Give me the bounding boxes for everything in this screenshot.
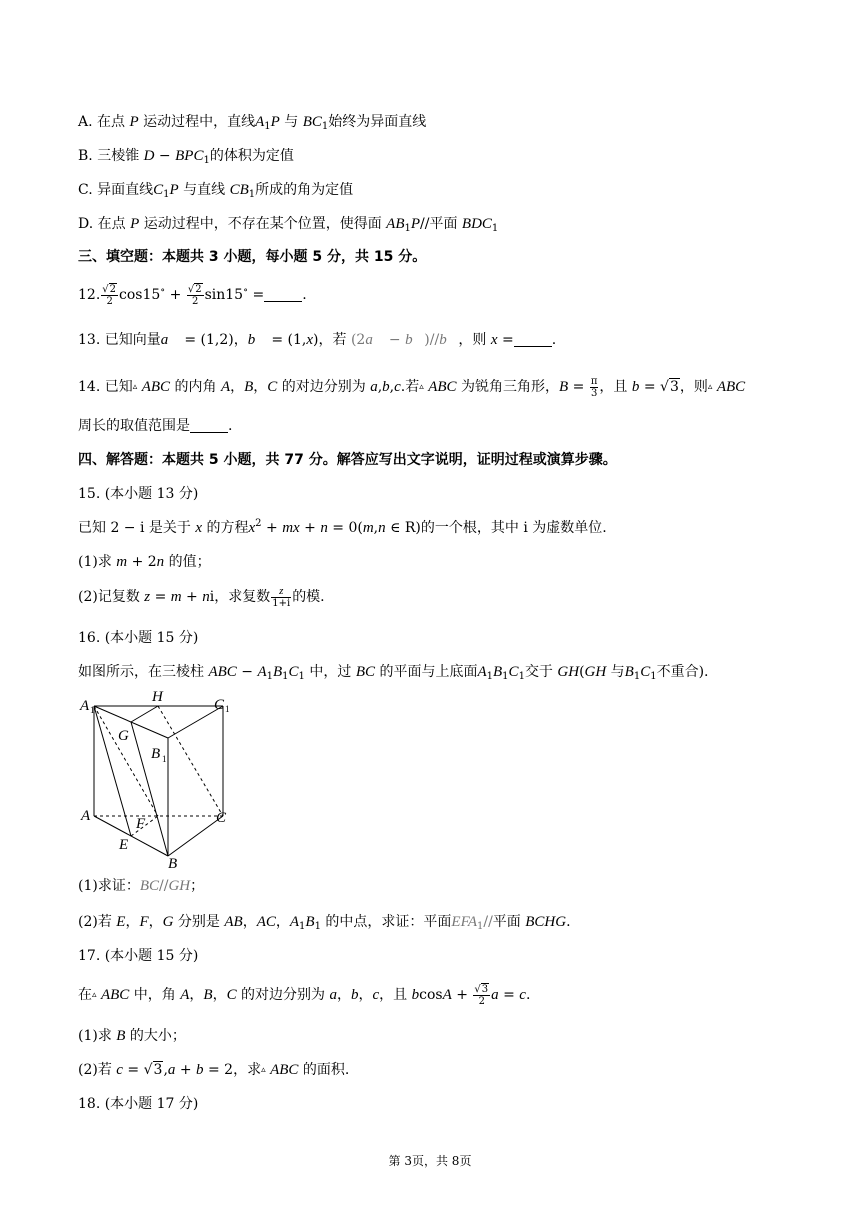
label-b1-sub: 1 [162, 754, 167, 764]
label-b1: B [151, 746, 161, 762]
question-17-stem: 在▵ ABC 中，角 A，B，C 的对边分别为 a，b，c，且 bcosA + $\frac{√3}{2}$ a = c. [78, 983, 531, 1007]
option-a-text: A. 在点 [78, 114, 130, 130]
option-a-text: 与 [279, 114, 303, 130]
question-14-line-1: 14. 已知▵ ABC 的内角 A，B，C 的对边分别为 a,b,c.若▵ ABC 为锐角三角形，B = $\frac{\pi}{3}$ ，且 b = √3，则▵ ABC [78, 375, 746, 399]
q15-text: 已知 2 − i 是关于 [78, 520, 196, 536]
q14-text: ，且 [599, 379, 632, 395]
edge-a1f [94, 706, 161, 816]
label-c1-sub: 1 [225, 704, 230, 714]
q17-text: 在 [78, 987, 92, 1003]
q17-text: (1)求 [78, 1028, 117, 1044]
edge-bc [168, 816, 223, 856]
question-17-part-2: (2)若 c = √3,a + b = 2，求▵ ABC 的面积. [78, 1062, 350, 1078]
q12-sin: sin15 [204, 287, 244, 303]
answer-blank [190, 418, 228, 433]
q13-vector-expression: (2a⃗ − b⃗)//b⃗ [350, 332, 459, 348]
question-14-line-2 [78, 416, 232, 436]
question-15-part-1: (1)求 m + 2n 的值； [78, 554, 211, 570]
option-a: A. 在点 P 运动过程中，直线$A_1P$ 与 $BC_1$始终为异面直线 [78, 114, 427, 132]
label-c1: C [214, 697, 225, 713]
q16-text: 的中点，求证：平面 [320, 914, 452, 930]
label-a1-sub: 1 [90, 705, 95, 715]
prism-figure [78, 688, 238, 868]
section-4-heading: 四、解答题：本题共 5 小题，共 77 分。解答应写出文字说明，证明过程或演算步骤。 [78, 452, 617, 468]
option-d-text: D. 在点 [78, 216, 131, 232]
q13-text: = [497, 332, 514, 348]
option-b-text: B. 三棱锥 [78, 148, 144, 164]
option-d: D. 在点 P 运动过程中，不存在某个位置，使得面 $AB_1P//$平面 $BDC_1$ [78, 216, 499, 234]
question-15-part-2: (2)记复数 z = m + ni，求复数 $\frac{z}{1+i}$ 的模. [78, 584, 325, 609]
question-16-heading: 16. (本小题 15 分) [78, 630, 199, 646]
q14-text: ，则 [679, 379, 708, 395]
option-c-text: C. 异面直线 [78, 182, 154, 198]
question-16-part-2: (2)若 E，F，G 分别是 AB，AC，$A_1B_1$ 的中点，求证：平面$EFA_1//$平面 BCHG. [78, 914, 571, 932]
answer-blank [264, 287, 302, 302]
label-f: F [136, 816, 146, 832]
label-b: B [168, 856, 178, 868]
q14-end: . [228, 418, 233, 434]
q16-text: (1)求证： [78, 878, 140, 894]
label-h: H [152, 689, 163, 705]
q13-text: = (1,2)， [179, 332, 248, 348]
q12-end: . [302, 287, 307, 303]
q12-plus: + [165, 287, 186, 303]
q14-text: 14. 已知 [78, 379, 133, 395]
q15-text: 的模. [292, 589, 325, 605]
q16-text: (2)若 [78, 914, 117, 930]
q12-cos: cos15 [119, 287, 161, 303]
q16-text: 平面 [492, 914, 526, 930]
prism-solid-edges [94, 706, 223, 856]
label-a: A [81, 808, 91, 824]
q16-text: 的平面与上底面 [375, 664, 478, 680]
question-18-heading: 18. (本小题 17 分) [78, 1096, 199, 1112]
option-b: B. 三棱锥 $D - BPC_1$的体积为定值 [78, 148, 294, 166]
q16-text: 交于 [524, 664, 558, 680]
page-footer: 第 3页，共 8页 [388, 1154, 472, 1168]
q14-text: 若 [405, 379, 420, 395]
q13-end: . [551, 332, 557, 348]
q17-text: (2)若 [78, 1062, 117, 1078]
q16-text: 不重合). [656, 664, 709, 680]
q17-text: 的对边分别为 [236, 987, 330, 1003]
q12-eq: = [248, 287, 265, 303]
q15-text: 的方程 [202, 520, 249, 536]
q16-parallel-expression: BC//GH [139, 878, 191, 894]
option-c-text: 所成的角为定值 [255, 182, 354, 198]
q13-text: )，若 [313, 332, 351, 348]
answer-blank [514, 332, 552, 347]
q14-text: 为锐角三角形， [456, 379, 560, 395]
q15-text: (1)求 [78, 554, 117, 570]
q16-text: 与 [606, 664, 625, 680]
option-b-text: 的体积为定值 [209, 148, 294, 164]
q17-text: 中，角 [129, 987, 181, 1003]
option-c-text: 与直线 [178, 182, 230, 198]
q16-plane-expression: $EFA_1//$ [451, 914, 493, 932]
label-g: G [118, 728, 129, 744]
q14-text: 周长的取值范围是 [78, 418, 190, 434]
question-12: 12. $\frac{√2}{2}$ cos15∘ + $\frac{√2}{2}$ sin15∘ = . [78, 283, 307, 307]
q17-text: 的大小； [125, 1028, 186, 1044]
q17-text: 的面积. [298, 1062, 350, 1078]
section-3-heading: 三、填空题：本题共 3 小题，每小题 5 分，共 15 分。 [78, 249, 427, 265]
q16-text: 分别是 [173, 914, 225, 930]
question-17-heading: 17. (本小题 15 分) [78, 948, 199, 964]
question-15-heading: 15. (本小题 13 分) [78, 486, 199, 502]
option-c: C. 异面直线$C_1P$ 与直线 $CB_1$所成的角为定值 [78, 182, 354, 200]
label-a1: A [80, 698, 90, 714]
option-d-text: 运动过程中，不存在某个位置，使得面 [139, 216, 387, 232]
q15-text: ，求复数 [214, 589, 271, 605]
q12-num: 12. [78, 287, 101, 303]
label-e: E [119, 837, 129, 853]
option-a-text: 始终为异面直线 [328, 114, 427, 130]
question-13: 13. 已知向量a⃗ = (1,2)，b⃗ = (1,x)，若 (2a⃗ − b⃗)//b⃗，则 x = . [78, 332, 557, 348]
q17-text: ，且 [379, 987, 412, 1003]
q16-text: 中，过 [304, 664, 356, 680]
edge-gb [131, 722, 168, 856]
q13-text: 13. 已知向量 [78, 332, 161, 348]
q13-text: ，则 [458, 332, 491, 348]
q13-text: = (1, [266, 332, 307, 348]
edge-gh [131, 706, 158, 722]
q15-text: 的一个根，其中 i 为虚数单位. [420, 520, 607, 536]
question-17-part-1: (1)求 B 的大小； [78, 1028, 186, 1044]
q14-text: 的对边分别为 [277, 379, 371, 395]
q16-text: 如图所示，在三棱柱 [78, 664, 209, 680]
option-d-text: //平面 [420, 216, 462, 232]
question-16-stem: 如图所示，在三棱柱 ABC − $A_1B_1C_1$ 中，过 BC 的平面与上底面$A_1B_1C_1$交于 GH(GH 与$B_1C_1$不重合). [78, 664, 709, 682]
question-15-stem: 已知 2 − i 是关于 x 的方程$x^2$ + mx + n = 0(m,n ∈ R)的一个根，其中 i 为虚数单位. [78, 518, 607, 536]
q17-text: ，求 [233, 1062, 262, 1078]
prism-hidden-edges [94, 706, 223, 836]
question-16-part-1: (1)求证：BC//GH； [78, 878, 205, 894]
label-c: C [216, 810, 227, 826]
q14-text: 的内角 [170, 379, 221, 395]
q15-text: 的值； [164, 554, 211, 570]
option-a-text: 运动过程中，直线 [138, 114, 256, 130]
q15-text: (2)记复数 [78, 589, 145, 605]
